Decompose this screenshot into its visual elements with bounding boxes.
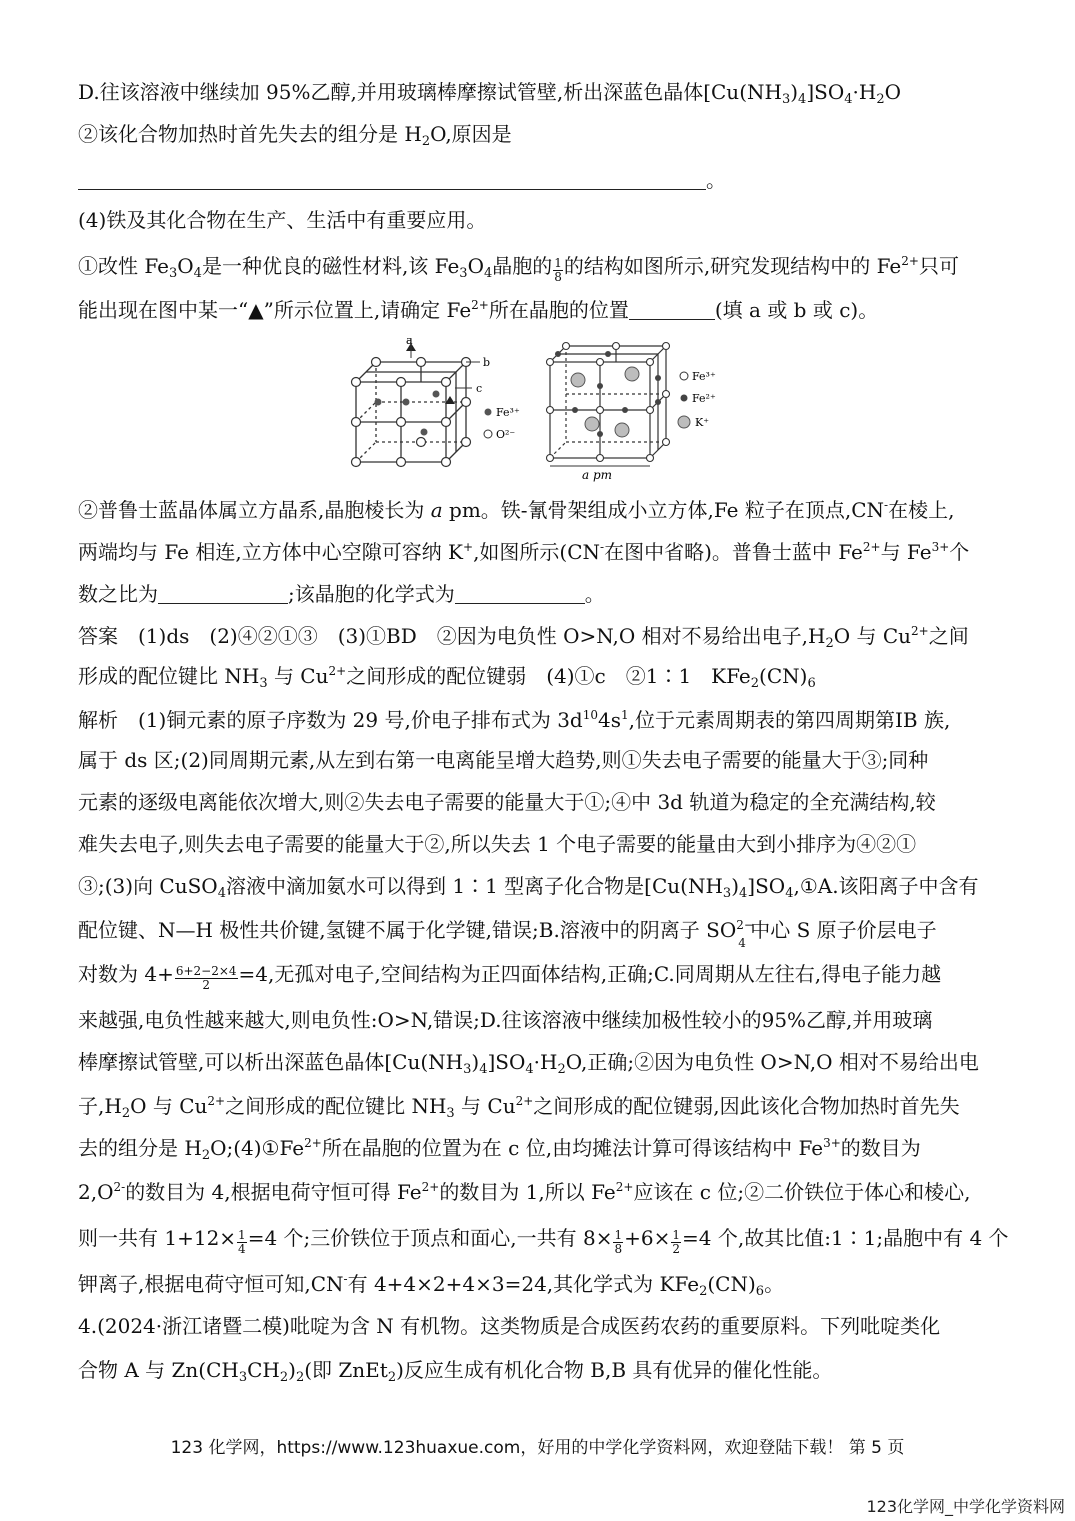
fraction: $\frac{1}{8}$ xyxy=(614,1228,623,1256)
analysis-line: 对数为 4+ $\frac{6+2-2\times 4}{2}$ =4,无孤对电子,空间结构为正四面体结构,正确;C.同周期从左往右,得电子能力越 xyxy=(78,962,942,992)
analysis-line: 则一共有 1+12× $\frac{1}{4}$ =4 个;三价铁位于顶点和面心,一共有 8× $\frac{1}{8}$ +6× $\frac{1}{2}$ =4 个,故其比值:1∶1;晶胞中有 4 个 xyxy=(78,1226,1009,1256)
question-line: 合物 A 与 $Zn(CH_3CH_2)_2$(即 ZnEt$_2$)反应生成有机化合物 B,B 具有优异的催化性能。 xyxy=(78,1358,833,1385)
oxygen-atoms xyxy=(352,358,471,467)
axis-label: a pm xyxy=(582,468,613,482)
analysis-line: 解析 (1)铜元素的原子序数为 29 号,价电子排布式为 $3d^{10}4s^1$,位于元素周期表的第四周期第ⅠB 族, xyxy=(78,708,951,732)
watermark-text: 123化学网_中学化学资料网 xyxy=(866,1497,1065,1516)
answer-line: 形成的配位键比 $NH_3$ 与 $Cu^{2+}$之间形成的配位键弱 (4)①c ②1∶1 $KFe_2(CN)_6$ xyxy=(78,664,816,691)
text-line: ②普鲁士蓝晶体属立方晶系,晶胞棱长为 a pm。铁-氰骨架组成小立方体,Fe 粒子在顶点,CN-在棱上, xyxy=(78,498,955,522)
legend-o2-dot xyxy=(484,430,492,438)
analysis-line: 子$,H_2O$ 与 $Cu^{2+}$之间形成的配位键比 $NH_3$ 与 $Cu^{2+}$之间形成的配位键弱,因此该化合物加热时首先失 xyxy=(78,1094,960,1121)
potassium-ions xyxy=(571,367,639,437)
analysis-line: 属于 ds 区;(2)同周期元素,从左到右第一电离能呈增大趋势,则①失去电子需要的能量大于③;同种 xyxy=(78,748,929,772)
fraction: $\frac{6+2-2\times 4}{2}$ xyxy=(175,964,237,992)
fraction: $\frac{1}{2}$ xyxy=(672,1228,680,1256)
text-line: 数之比为 ;该晶胞的化学式为 。 xyxy=(78,582,605,606)
legend-fe3: Fe³⁺ xyxy=(496,406,520,419)
legend-k-ion xyxy=(678,416,690,428)
label-a: a xyxy=(406,336,413,347)
text-line: D.往该溶液中继续加 95%乙醇,并用玻璃棒摩擦试管壁,析出深蓝色晶体$[Cu(NH_3)_4]SO_4\cdot H_2O$ xyxy=(78,80,901,107)
answer-line: 答案 (1)ds (2)④②①③ (3)①BD ②因为电负性 O>N,O 相对不易给出电子$,H_2O$ 与 $Cu^{2+}$之间 xyxy=(78,624,969,651)
analysis-line: 配位键、N—H 极性共价键,氢键不属于化学键,错误;B.溶液中的阴离子 SO 2− 4 中心 S 原子价层电子 xyxy=(78,918,937,950)
analysis-line: 钾离子,根据电荷守恒可知,CN-有 4+4×2+4×3=24,其化学式为 $KFe_2(CN)_6$。 xyxy=(78,1272,785,1299)
text-line: 能出现在图中某一“▲”所示位置上,请确定 $Fe^{2+}$所在晶胞的位置 (填 a 或 b 或 c)。 xyxy=(78,298,879,322)
legend-right-fe2: Fe²⁺ xyxy=(692,392,716,405)
analysis-line: 难失去电子,则失去电子需要的能量大于②,所以失去 1 个电子需要的能量由大到小排序为④②① xyxy=(78,832,917,856)
analysis-line: 棒摩擦试管壁,可以析出深蓝色晶体$[Cu(NH_3)_4]SO_4\cdot H_2O$,正确;②因为电负性 O>N,O 相对不易给出电 xyxy=(78,1050,979,1077)
question-line: 4.(2024·浙江诸暨二模)吡啶为含 N 有机物。这类物质是合成医药农药的重要原料。下列吡啶类化 xyxy=(78,1314,941,1338)
label-c: c xyxy=(476,382,483,395)
analysis-line: 元素的逐级电离能依次增大,则②失去电子需要的能量大于①;④中 3d 轨道为稳定的全充满结构,较 xyxy=(78,790,936,814)
crystal-structure-figure xyxy=(340,336,740,482)
fraction: $\frac{1}{4}$ xyxy=(238,1228,246,1256)
text-line: 两端均与 Fe 相连,立方体中心空隙可容纳 K+,如图所示(CN-在图中省略)。普鲁士蓝中 $Fe^{2+}$与 $Fe^{3+}$个 xyxy=(78,540,970,564)
legend-fe3-ion xyxy=(680,372,688,380)
fe3o4-cell-diagram xyxy=(356,362,466,462)
iron-atoms xyxy=(375,391,440,436)
text-line: ②该化合物加热时首先失去的组分是 $H_2O$,原因是 xyxy=(78,122,512,149)
text-line: (4)铁及其化合物在生产、生活中有重要应用。 xyxy=(78,208,487,232)
analysis-line: 来越强,电负性越来越大,则电负性:O>N,错误;D.往该溶液中继续加极性较小的95%乙醇,并用玻璃 xyxy=(78,1008,933,1032)
legend-fe3-dot xyxy=(485,409,492,416)
legend-right-k: K⁺ xyxy=(695,416,710,429)
fraction: $\frac{1}{8}$ xyxy=(554,256,562,284)
legend-fe2-ion xyxy=(681,395,688,402)
analysis-line: 去的组分是 $H_2O;(4)①Fe^{2+}$所在晶胞的位置为在 c 位,由均摊法计算可得该结构中 $Fe^{3+}$的数目为 xyxy=(78,1136,921,1163)
page-footer: 123 化学网，https://www.123huaxue.com，好用的中学化学资料网，欢迎登陆下载！ 第 5 页 xyxy=(170,1438,905,1458)
analysis-line: $2,O^{2-}$的数目为 4,根据电荷守恒可得 $Fe^{2+}$的数目为 1,所以 $Fe^{2+}$应该在 c 位;②二价铁位于体心和棱心, xyxy=(78,1180,971,1204)
answer-blank-line: 。 xyxy=(78,166,998,194)
text-line: ①改性 $Fe_3O_4$是一种优良的磁性材料,该 $Fe_3O_4$晶胞的 $\frac{1}{8}$ 的结构如图所示,研究发现结构中的 $Fe^{2+}$只可 xyxy=(78,254,959,284)
legend-o2: O²⁻ xyxy=(496,428,516,441)
label-b: b xyxy=(483,356,491,369)
legend-right-fe3: Fe³⁺ xyxy=(692,370,716,383)
analysis-line: ③;(3)向 CuSO$_4$溶液中滴加氨水可以得到 1∶1 型离子化合物是$[Cu(NH_3)_4]SO_4,①A$.该阳离子中含有 xyxy=(78,874,979,901)
